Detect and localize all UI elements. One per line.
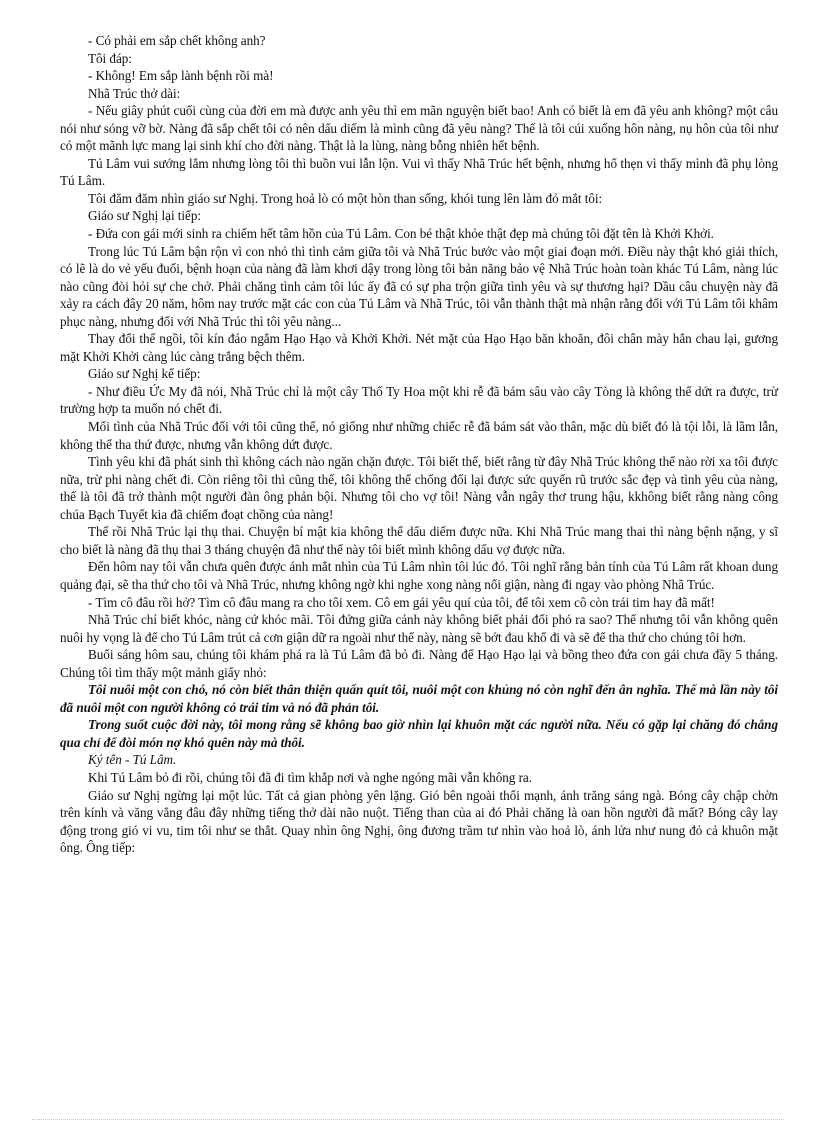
paragraph: - Tìm cô đâu rồi hở? Tìm cô đâu mang ra cho tôi xem. Cô em gái yêu quí của tôi, để tôi xem cô còn trái tim hay đã mất! bbox=[88, 594, 715, 610]
paragraph: Nhã Trúc chỉ biết khóc, nàng cứ khóc mãi. Tôi đứng giữa cảnh này không biết phải đối phó ra sao? Thế nhưng tôi vẫn không quên nuôi hy vọng là để cho Tú Lâm trút cả cơn giận dữ ra ngoài như thế này, nàng sẽ bớt đau khổ đi và sẽ để tha thứ cho chúng tôi hơn. bbox=[60, 612, 778, 645]
paragraph: Thế rồi Nhã Trúc lại thụ thai. Chuyện bí mật kia không thể dấu diếm được nữa. Khi Nhã Trúc mang thai thì nàng bệnh nặng, y sĩ cho biết là nàng đã thụ thai 3 tháng chuyện đã như thế này tôi biết mình không dấu vợ được nữa. bbox=[60, 524, 778, 557]
paragraph: Giáo sư Nghị lại tiếp: bbox=[88, 208, 201, 224]
letter-paragraph: Trong suốt cuộc đời này, tôi mong rằng sẽ không bao giờ nhìn lại khuôn mặt các người nữa. Nếu có gặp lại chăng đó chẳng qua chỉ để đòi món nợ khó quên này mà thôi. bbox=[60, 717, 778, 750]
paragraph: Nhã Trúc thở dài: bbox=[88, 85, 181, 101]
letter-paragraph: Tôi nuôi một con chó, nó còn biết thân thiện quấn quít tôi, nuôi một con khủng nó còn nghĩ đến ân nghĩa. Thế mà lần này tôi đã nuôi một con người không có trái tim và nó đã phản tôi. bbox=[60, 682, 778, 715]
paragraph: Buổi sáng hôm sau, chúng tôi khám phá ra là Tú Lâm đã bỏ đi. Nàng để Hạo Hạo lại và bồng theo đứa con gái chưa đầy 5 tháng. Chúng tôi tìm thấy một mảnh giấy nhỏ: bbox=[60, 647, 778, 680]
paragraph: Giáo sư Nghị kể tiếp: bbox=[88, 366, 201, 382]
paragraph: - Nếu giây phút cuối cùng của đời em mà được anh yêu thì em mãn nguyện biết bao! Anh có biết là em đã yêu anh không? một câu nói như sóng vỡ bờ. Nàng đã sắp chết tôi có nên dấu diếm là mình cũng đã yêu nàng? Thế là tôi cúi xuống hôn nàng, nụ hôn của tôi như có một mãnh lực mang lại sinh khí cho đời nàng. Thật là la lùng, nàng bỗng nhiên hết bệnh. bbox=[60, 103, 778, 154]
paragraph: Đến hôm nay tôi vẫn chưa quên được ánh mắt nhìn của Tú Lâm nhìn tôi lúc đó. Tôi nghĩ rằng bản tính của Tú Lâm rất khoan dung quảng đại, sẽ tha thứ cho tôi và Nhã Trúc, nhưng không ngờ khi nghe xong nàng nổi giận, nàng đi ngay vào phòng Nhã Trúc. bbox=[60, 559, 778, 592]
paragraph: Giáo sư Nghị ngừng lại một lúc. Tất cả gian phòng yên lặng. Gió bên ngoài thổi mạnh, ánh trăng sáng ngà. Bóng cây chập chờn trên kính và văng vẳng đâu đây những tiếng thở dài não nuột. Tiếng than của ai đó Phải chăng là oan hồn người đã mất? Bóng cây lay động trong gió vi vu, tim tôi như se thắt. Quay nhìn ông Nghị, ông đương trầm tư nhìn vào hoả lò, ánh lửa như nung đỏ cả khuôn mặt ông. Ông tiếp: bbox=[60, 787, 778, 856]
paragraph: Tú Lâm vui sướng lắm nhưng lòng tôi thì buồn vui lẫn lộn. Vui vì thấy Nhã Trúc hết bệnh, nhưng hổ thẹn vì thấy mình đã phụ lòng Tú Lâm. bbox=[60, 155, 778, 189]
document-page bbox=[60, 32, 778, 857]
paragraph: Khi Tú Lâm bỏ đi rồi, chúng tôi đã đi tìm khắp nơi và nghe ngóng mãi vẫn không ra. bbox=[88, 769, 532, 785]
paragraph: - Như điều Ức My đã nói, Nhã Trúc chỉ là một cây Thố Ty Hoa một khi rễ đã bám sâu vào cây Tòng là không thể dứt ra được, trừ trường hợp ta muốn nó chết đi. bbox=[60, 383, 778, 417]
paragraph: - Đứa con gái mới sinh ra chiếm hết tâm hồn của Tú Lâm. Con bé thật khỏe thật đẹp mà chúng tôi đặt tên là Khởi Khởi. bbox=[88, 226, 714, 242]
paragraph: - Không! Em sắp lành bệnh rồi mà! bbox=[88, 68, 274, 84]
paragraph: Tình yêu khi đã phát sinh thì không cách nào ngăn chặn được. Tôi biết thế, biết rằng từ đây Nhã Trúc không thể nào rời xa tôi được nữa, trừ phi nàng chết đi. Còn riêng tôi thì cũng thế, tôi không thể chống đối lại được sức quyến rũ trước sắc đẹp và tình yêu của nàng, thế là tôi đã trở thành một người đàn ông phản bội. Nhưng tôi cho vợ tôi! Nàng vẫn ngây thơ trung hậu, kkhông biết rằng nàng công chúa Bạch Tuyết kia đã chiếm đoạt chồng của nàng! bbox=[60, 454, 778, 522]
paragraph: Thay đổi thế ngồi, tôi kín đáo ngắm Hạo Hạo và Khởi Khởi. Nét mặt của Hạo Hạo băn khoăn, đôi chân mày hắn chau lại, gương mặt Khởi Khởi càng lúc càng trắng bệch thêm. bbox=[60, 331, 778, 364]
page-footer-divider bbox=[32, 1119, 784, 1120]
paragraph: Tôi đăm đăm nhìn giáo sư Nghị. Trong hoả lò có một hòn than sống, khói tung lên làm đỏ mắt tôi: bbox=[88, 190, 603, 206]
paragraph: Tôi đáp: bbox=[88, 50, 132, 66]
paragraph: - Có phải em sắp chết không anh? bbox=[88, 33, 266, 48]
paragraph: Mối tình của Nhã Trúc đối với tôi cũng thế, nó giống như những chiếc rễ đã bám sát vào thân, mặc dù biết đó là tội lỗi, là lầm lẫn, không thể tha thứ được, nhưng vẫn không dứt được. bbox=[60, 419, 778, 452]
paragraph: Trong lúc Tú Lâm bận rộn vì con nhỏ thì tình cảm giữa tôi và Nhã Trúc bước vào một giai đoạn mới. Điều này thật khó giải thích, có lẽ là do vẻ yếu đuối, bệnh hoạn của nàng đã làm khơi dậy trong lòng tôi bản năng bảo vệ Nhã Trúc hoàn toàn khác Tú Lâm, nàng lúc nào cũng đòi hỏi sự che chở. Phải chăng tình cảm tôi lúc ấy đã có sự pha trộn giữa tình yêu và sự thương hại? Dầu câu chuyện này đã xảy ra cách đây 20 năm, hôm nay trước mặt các con của Tú Lâm và Nhã Trúc, tôi vẫn thành thật mà nhận rằng đối với Tú Lâm tôi khâm phục nàng, nhưng đối với Nhã Trúc thì tôi yêu nàng... bbox=[60, 243, 778, 329]
letter-signature: Ký tên - Tú Lâm. bbox=[88, 752, 177, 768]
